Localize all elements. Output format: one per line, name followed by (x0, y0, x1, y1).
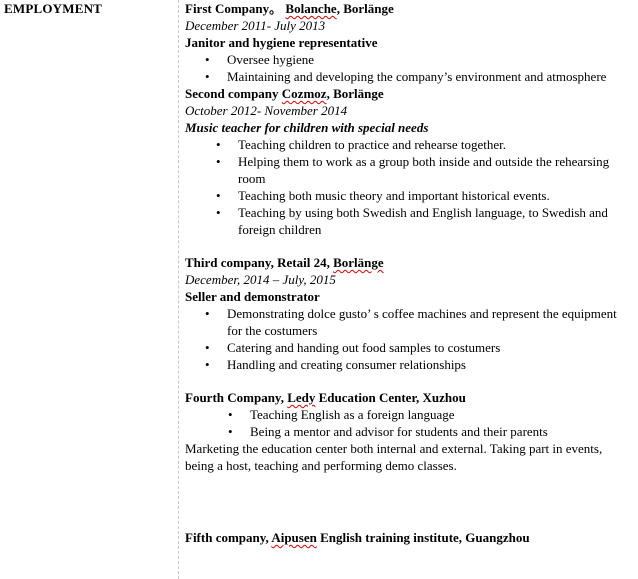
bullet-icon: • (205, 357, 210, 372)
job-title (185, 529, 630, 546)
company-name: First Company (185, 1, 270, 16)
company-name: Fourth Company, (185, 390, 288, 405)
job-title (185, 254, 630, 271)
list-item: • Being a mentor and advisor for students and their parents (228, 424, 548, 439)
list-item: • Catering and handing out food samples to costumers (205, 340, 501, 355)
bullet-icon: • (205, 340, 210, 355)
bullet-icon: • (205, 52, 210, 67)
company-place: Cozmoz (281, 86, 327, 101)
job-role: Music teacher for children with special needs (185, 120, 429, 135)
company-rest: Education Center, Xuzhou (315, 390, 466, 405)
list-item: • Handling and creating consumer relationships (205, 357, 466, 372)
list-item: • Helping them to work as a group both inside and outside the rehearsing room (216, 154, 610, 186)
list-item: • Teaching children to practice and rehearse together. (216, 137, 506, 152)
job-dates: December 2011- July 2013 (185, 18, 326, 33)
duties-list (185, 51, 630, 85)
employment-content (185, 0, 630, 546)
bullet-icon: • (205, 69, 210, 84)
company-name: Second company (185, 86, 282, 101)
job-entry-1 (185, 0, 630, 85)
job-dates: December, 2014 – July, 2015 (185, 272, 336, 287)
job-entry-5 (185, 529, 630, 546)
bullet-icon: • (205, 306, 210, 321)
job-description: Marketing the education center both internal and external. Taking part in events, being a host, teaching and performing demo classes. (185, 441, 603, 473)
bullet-icon: • (216, 188, 221, 203)
job-entry-3 (185, 254, 630, 373)
job-title (185, 85, 630, 102)
duties-list (185, 136, 630, 238)
company-city: , Borlänge (326, 86, 384, 101)
duties-list (185, 406, 630, 440)
bullet-icon: • (228, 407, 233, 422)
separator: 。 (269, 1, 283, 16)
list-item: • Teaching English as a foreign language (228, 407, 455, 422)
bullet-icon: • (216, 137, 221, 152)
company-name: Third company, Retail 24, (185, 255, 334, 270)
company-city: Borlänge (333, 255, 384, 270)
duties-list (185, 305, 630, 373)
job-title (185, 389, 630, 406)
list-item: • Maintaining and developing the company’s environment and atmosphere (205, 69, 607, 84)
list-item: • Oversee hygiene (205, 52, 314, 67)
company-place: Ledy (287, 390, 316, 405)
job-entry-4 (185, 389, 630, 474)
job-entry-2 (185, 85, 630, 238)
job-dates: October 2012- November 2014 (185, 103, 348, 118)
bullet-icon: • (216, 205, 221, 220)
section-heading-employment: EMPLOYMENT (4, 1, 103, 16)
column-divider (178, 0, 179, 579)
company-name: Fifth company, (185, 530, 272, 545)
company-rest: English training institute, Guangzhou (316, 530, 530, 545)
company-place: Aipusen (271, 530, 317, 545)
list-item: • Teaching by using both Swedish and English language, to Swedish and foreign children (216, 205, 608, 237)
bullet-icon: • (228, 424, 233, 439)
company-city: , Borlänge (336, 1, 394, 16)
bullet-icon: • (216, 154, 221, 169)
company-place: Bolanche (285, 1, 337, 16)
job-title (185, 0, 630, 17)
job-role: Seller and demonstrator (185, 289, 320, 304)
job-role: Janitor and hygiene representative (185, 35, 378, 50)
list-item: • Demonstrating dolce gusto’ s coffee machines and represent the equipment for the costumers (205, 306, 617, 338)
list-item: • Teaching both music theory and important historical events. (216, 188, 550, 203)
